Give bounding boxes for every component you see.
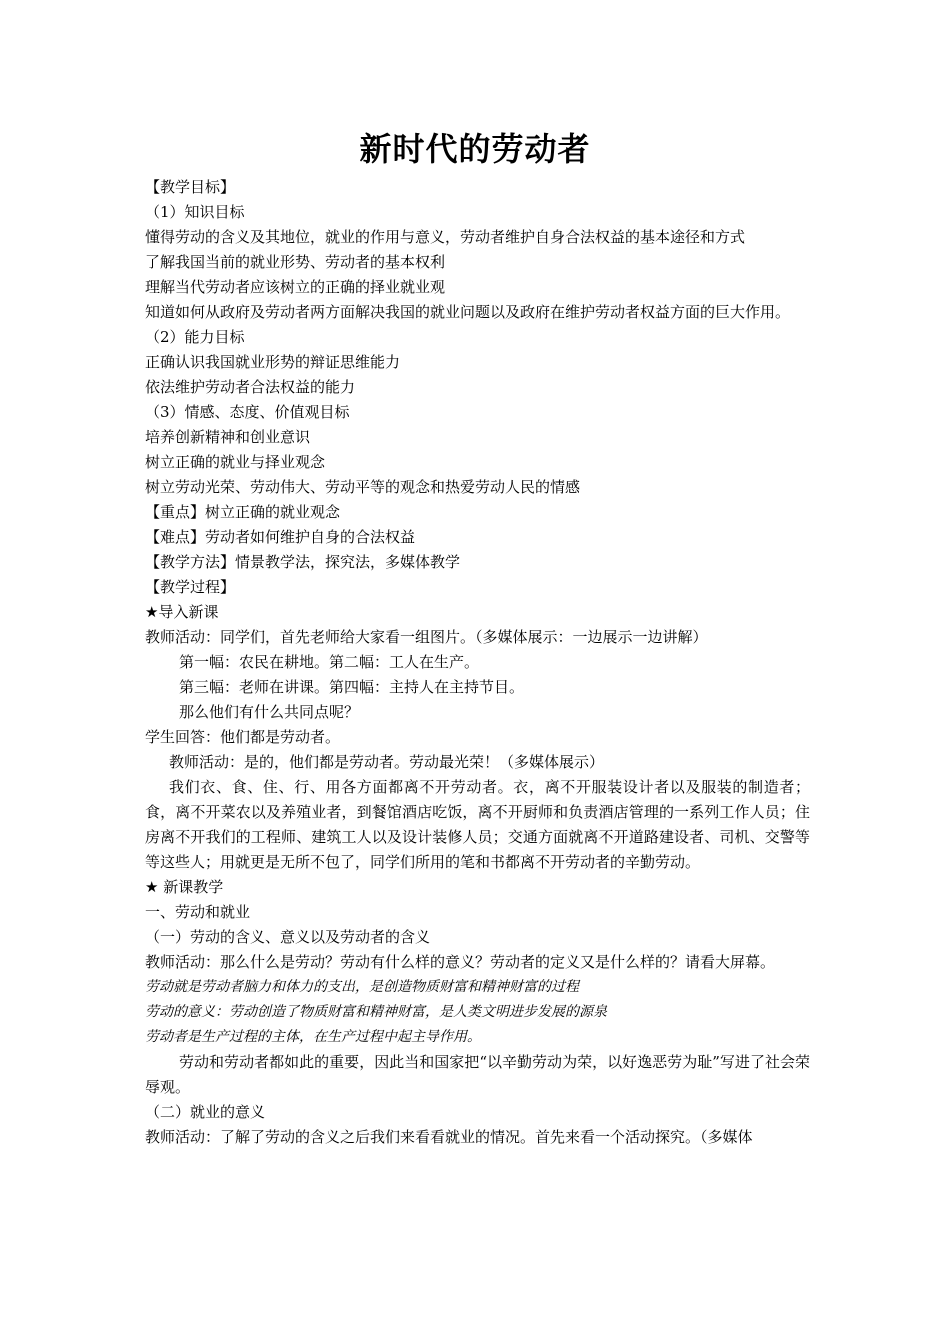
text-paragraph: 教师活动：那么什么是劳动？劳动有什么样的意义？劳动者的定义又是什么样的？请看大屏幕。	[145, 953, 776, 971]
subheading-values-goals: （3）情感、态度、价值观目标	[145, 403, 350, 421]
definition-labor: 劳动就是劳动者脑力和体力的支出，是创造物质财富和精神财富的过程	[145, 979, 579, 995]
subheading-ability-goals: （2）能力目标	[145, 328, 245, 346]
definition-laborer: 劳动者是生产过程的主体，在生产过程中起主导作用。	[145, 1029, 481, 1045]
text-line: 正确认识我国就业形势的辩证思维能力	[145, 353, 401, 371]
text-line: 懂得劳动的含义及其地位，就业的作用与意义，劳动者维护自身合法权益的基本途径和方式	[145, 228, 746, 246]
teaching-methods: 【教学方法】情景教学法，探究法，多媒体教学	[145, 553, 461, 571]
section-heading-teaching-goals: 【教学目标】	[145, 178, 236, 196]
text-line: 树立劳动光荣、劳动伟大、劳动平等的观念和热爱劳动人民的情感	[145, 478, 581, 496]
text-line: 第三幅：老师在讲课。第四幅：主持人在主持节目。	[179, 678, 525, 696]
subheading-employment-meaning: （二）就业的意义	[145, 1103, 266, 1121]
text-paragraph: 知道如何从政府及劳动者两方面解决我国的就业问题以及政府在维护劳动者权益方面的巨大作用。	[145, 303, 791, 321]
document-body	[145, 175, 810, 1150]
text-line: 理解当代劳动者应该树立的正确的择业就业观	[145, 278, 446, 296]
text-line: 教师活动：同学们，首先老师给大家看一组图片。（多媒体展示：一边展示一边讲解）	[145, 628, 708, 646]
text-paragraph: 我们衣、食、住、行、用各方面都离不开劳动者。衣，离不开服装设计者以及服装的制造者；食，离不开菜农以及养殖业者，到餐馆酒店吃饭，离不开厨师和负责酒店管理的一系列工作人员；住房离不开我们的工程师、建筑工人以及设计装修人员；交通方面就离不开道路建设者、司机、交警等等这些人；用就更是无所不包了，同学们所用的笔和书都离不开劳动者的辛勤劳动。	[145, 778, 810, 871]
text-paragraph: 劳动和劳动者都如此的重要，因此当和国家把“以辛勤劳动为荣，以好逸恶劳为耻”写进了社会荣辱观。	[145, 1053, 810, 1096]
difficult-point: 【难点】劳动者如何维护自身的合法权益	[145, 528, 416, 546]
text-line: 教师活动：是的，他们都是劳动者。劳动最光荣！（多媒体展示）	[169, 753, 605, 771]
text-line: 学生回答：他们都是劳动者。	[145, 728, 341, 746]
subheading-knowledge-goals: （1）知识目标	[145, 203, 245, 221]
definition-labor-significance: 劳动的意义：劳动创造了物质财富和精神财富，是人类文明进步发展的源泉	[145, 1004, 607, 1020]
text-line: 教师活动：了解了劳动的含义之后我们来看看就业的情况。首先来看一个活动探究。（多媒体	[145, 1128, 753, 1146]
heading-new-lesson: ★ 新课教学	[145, 878, 224, 896]
key-point: 【重点】树立正确的就业观念	[145, 503, 341, 521]
text-line: 树立正确的就业与择业观念	[145, 453, 326, 471]
text-line: 依法维护劳动者合法权益的能力	[145, 378, 356, 396]
text-line: 培养创新精神和创业意识	[145, 428, 311, 446]
section-heading-labor-employment: 一、劳动和就业	[145, 903, 251, 921]
text-line: 了解我国当前的就业形势、劳动者的基本权利	[145, 253, 446, 271]
text-line: 那么他们有什么共同点呢？	[179, 703, 360, 721]
document-title: 新时代的劳动者	[359, 130, 591, 168]
section-heading-teaching-process: 【教学过程】	[145, 578, 236, 596]
subheading-labor-meaning: （一）劳动的含义、意义以及劳动者的含义	[145, 928, 431, 946]
text-line: 第一幅：农民在耕地。第二幅：工人在生产。	[179, 653, 480, 671]
heading-introduction: ★导入新课	[145, 603, 219, 621]
